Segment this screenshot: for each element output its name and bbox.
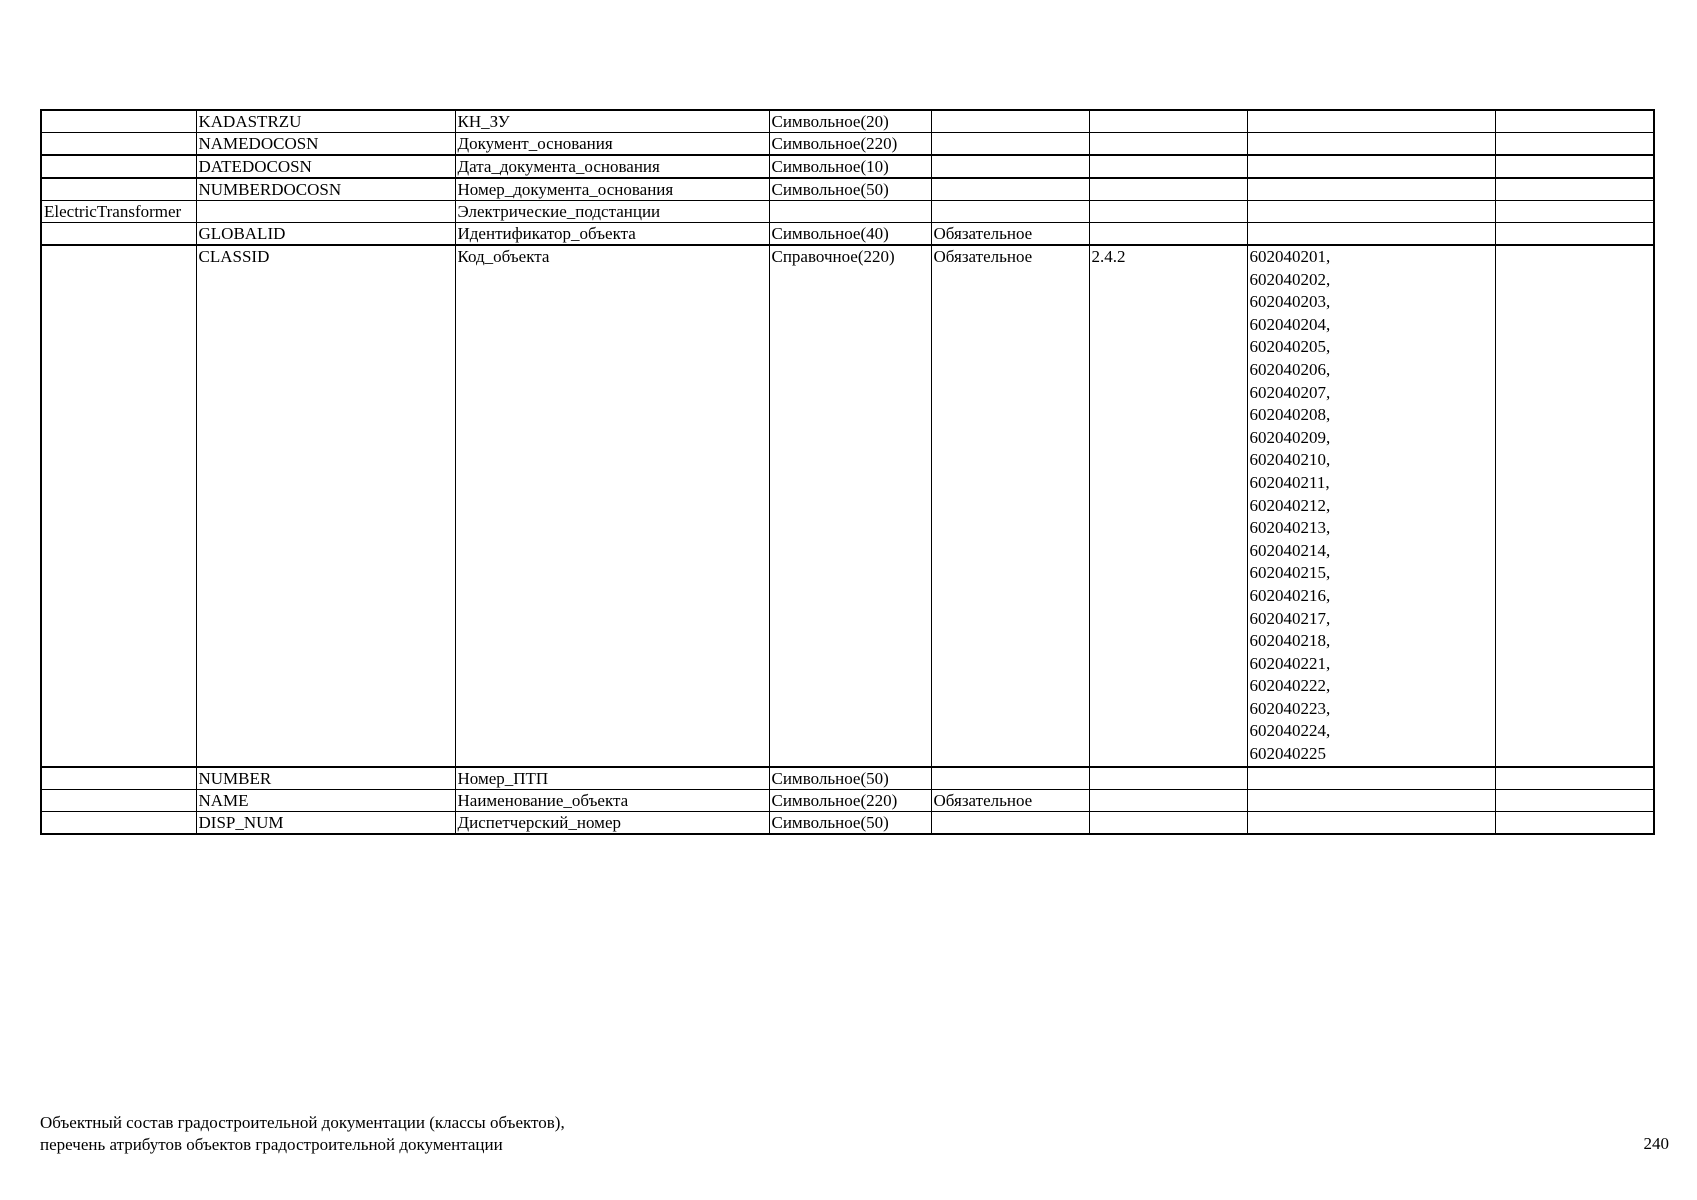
code-value: 602040212, [1249, 495, 1331, 515]
code-value: 602040222, [1249, 676, 1331, 696]
code-value: 602040215, [1249, 563, 1331, 583]
codes-cell [1247, 811, 1495, 834]
note-cell [1495, 223, 1654, 246]
reference-cell: 2.4.2 [1089, 245, 1247, 767]
codes-cell [1247, 133, 1495, 156]
required-cell [931, 201, 1089, 223]
note-cell [1495, 110, 1654, 133]
code-value: 602040205, [1249, 337, 1331, 357]
class-name-cell [41, 110, 196, 133]
required-cell [931, 767, 1089, 790]
alias-cell: Номер_ПТП [455, 767, 769, 790]
reference-cell [1089, 133, 1247, 156]
reference-cell [1089, 789, 1247, 811]
class-name-cell [41, 133, 196, 156]
table-row [41, 178, 1654, 201]
note-cell [1495, 245, 1654, 767]
alias-cell: КН_ЗУ [455, 110, 769, 133]
alias-cell: Наименование_объекта [455, 789, 769, 811]
field-name-cell [196, 201, 455, 223]
type-cell [769, 201, 931, 223]
alias-cell: Электрические_подстанции [455, 201, 769, 223]
table-row [41, 811, 1654, 834]
alias-cell: Дата_документа_основания [455, 155, 769, 178]
note-cell [1495, 201, 1654, 223]
type-cell: Символьное(20) [769, 110, 931, 133]
type-cell: Символьное(40) [769, 223, 931, 246]
code-value: 602040203, [1249, 292, 1331, 312]
table-row [41, 223, 1654, 246]
class-name-cell [41, 223, 196, 246]
note-cell [1495, 155, 1654, 178]
codes-cell [1247, 245, 1495, 767]
codes-cell [1247, 223, 1495, 246]
code-value: 602040224, [1249, 721, 1331, 741]
reference-cell [1089, 811, 1247, 834]
required-cell [931, 110, 1089, 133]
reference-cell [1089, 155, 1247, 178]
class-name-cell [41, 245, 196, 767]
code-value: 602040210, [1249, 450, 1331, 470]
note-cell [1495, 178, 1654, 201]
required-cell: Обязательное [931, 223, 1089, 246]
code-value: 602040223, [1249, 698, 1331, 718]
required-cell [931, 133, 1089, 156]
type-cell: Символьное(50) [769, 178, 931, 201]
codes-cell [1247, 767, 1495, 790]
attributes-table [40, 109, 1655, 835]
attributes-table-body [41, 110, 1654, 834]
type-cell: Символьное(220) [769, 133, 931, 156]
class-name-cell [41, 155, 196, 178]
code-value: 602040225 [1249, 744, 1326, 764]
footer-caption [40, 1112, 565, 1156]
field-name-cell: NAMEDOCOSN [196, 133, 455, 156]
code-value: 602040218, [1249, 631, 1331, 651]
codes-cell [1247, 789, 1495, 811]
footer-caption-line-1: Объектный состав градостроительной документации (классы объектов), [40, 1113, 565, 1132]
codes-cell [1247, 155, 1495, 178]
required-cell [931, 155, 1089, 178]
table-row [41, 789, 1654, 811]
code-value: 602040207, [1249, 382, 1331, 402]
table-row [41, 133, 1654, 156]
table-row [41, 201, 1654, 223]
alias-cell: Код_объекта [455, 245, 769, 767]
class-name-cell [41, 789, 196, 811]
codes-cell [1247, 110, 1495, 133]
field-name-cell: DATEDOCOSN [196, 155, 455, 178]
code-value: 602040214, [1249, 540, 1331, 560]
class-name-cell [41, 767, 196, 790]
code-value: 602040209, [1249, 427, 1331, 447]
alias-cell: Диспетчерский_номер [455, 811, 769, 834]
code-value: 602040206, [1249, 359, 1331, 379]
field-name-cell: NAME [196, 789, 455, 811]
note-cell [1495, 811, 1654, 834]
field-name-cell: KADASTRZU [196, 110, 455, 133]
required-cell [931, 178, 1089, 201]
note-cell [1495, 789, 1654, 811]
code-value: 602040208, [1249, 405, 1331, 425]
table-row [41, 767, 1654, 790]
table-row [41, 155, 1654, 178]
type-cell: Справочное(220) [769, 245, 931, 767]
code-value: 602040201, [1249, 247, 1331, 266]
page-number: 240 [1643, 1134, 1669, 1153]
code-value: 602040213, [1249, 518, 1331, 538]
required-cell: Обязательное [931, 789, 1089, 811]
reference-cell [1089, 201, 1247, 223]
code-value: 602040216, [1249, 585, 1331, 605]
code-value: 602040204, [1249, 314, 1331, 334]
type-cell: Символьное(50) [769, 767, 931, 790]
required-cell [931, 811, 1089, 834]
codes-cell [1247, 178, 1495, 201]
reference-cell [1089, 767, 1247, 790]
code-value: 602040221, [1249, 653, 1331, 673]
code-value: 602040202, [1249, 269, 1331, 289]
class-name-cell [41, 178, 196, 201]
alias-cell: Идентификатор_объекта [455, 223, 769, 246]
field-name-cell: NUMBER [196, 767, 455, 790]
table-row [41, 245, 1654, 767]
alias-cell: Документ_основания [455, 133, 769, 156]
required-cell: Обязательное [931, 245, 1089, 767]
field-name-cell: CLASSID [196, 245, 455, 767]
reference-cell [1089, 178, 1247, 201]
reference-cell [1089, 110, 1247, 133]
code-value: 602040217, [1249, 608, 1331, 628]
type-cell: Символьное(220) [769, 789, 931, 811]
type-cell: Символьное(50) [769, 811, 931, 834]
code-value: 602040211, [1249, 472, 1330, 492]
class-name-cell: ElectricTransformer [41, 201, 196, 223]
field-name-cell: DISP_NUM [196, 811, 455, 834]
footer-caption-line-2: перечень атрибутов объектов градостроительной документации [40, 1135, 503, 1154]
note-cell [1495, 767, 1654, 790]
field-name-cell: GLOBALID [196, 223, 455, 246]
codes-cell [1247, 201, 1495, 223]
field-name-cell: NUMBERDOCOSN [196, 178, 455, 201]
table-row [41, 110, 1654, 133]
type-cell: Символьное(10) [769, 155, 931, 178]
reference-cell [1089, 223, 1247, 246]
class-name-cell [41, 811, 196, 834]
alias-cell: Номер_документа_основания [455, 178, 769, 201]
note-cell [1495, 133, 1654, 156]
